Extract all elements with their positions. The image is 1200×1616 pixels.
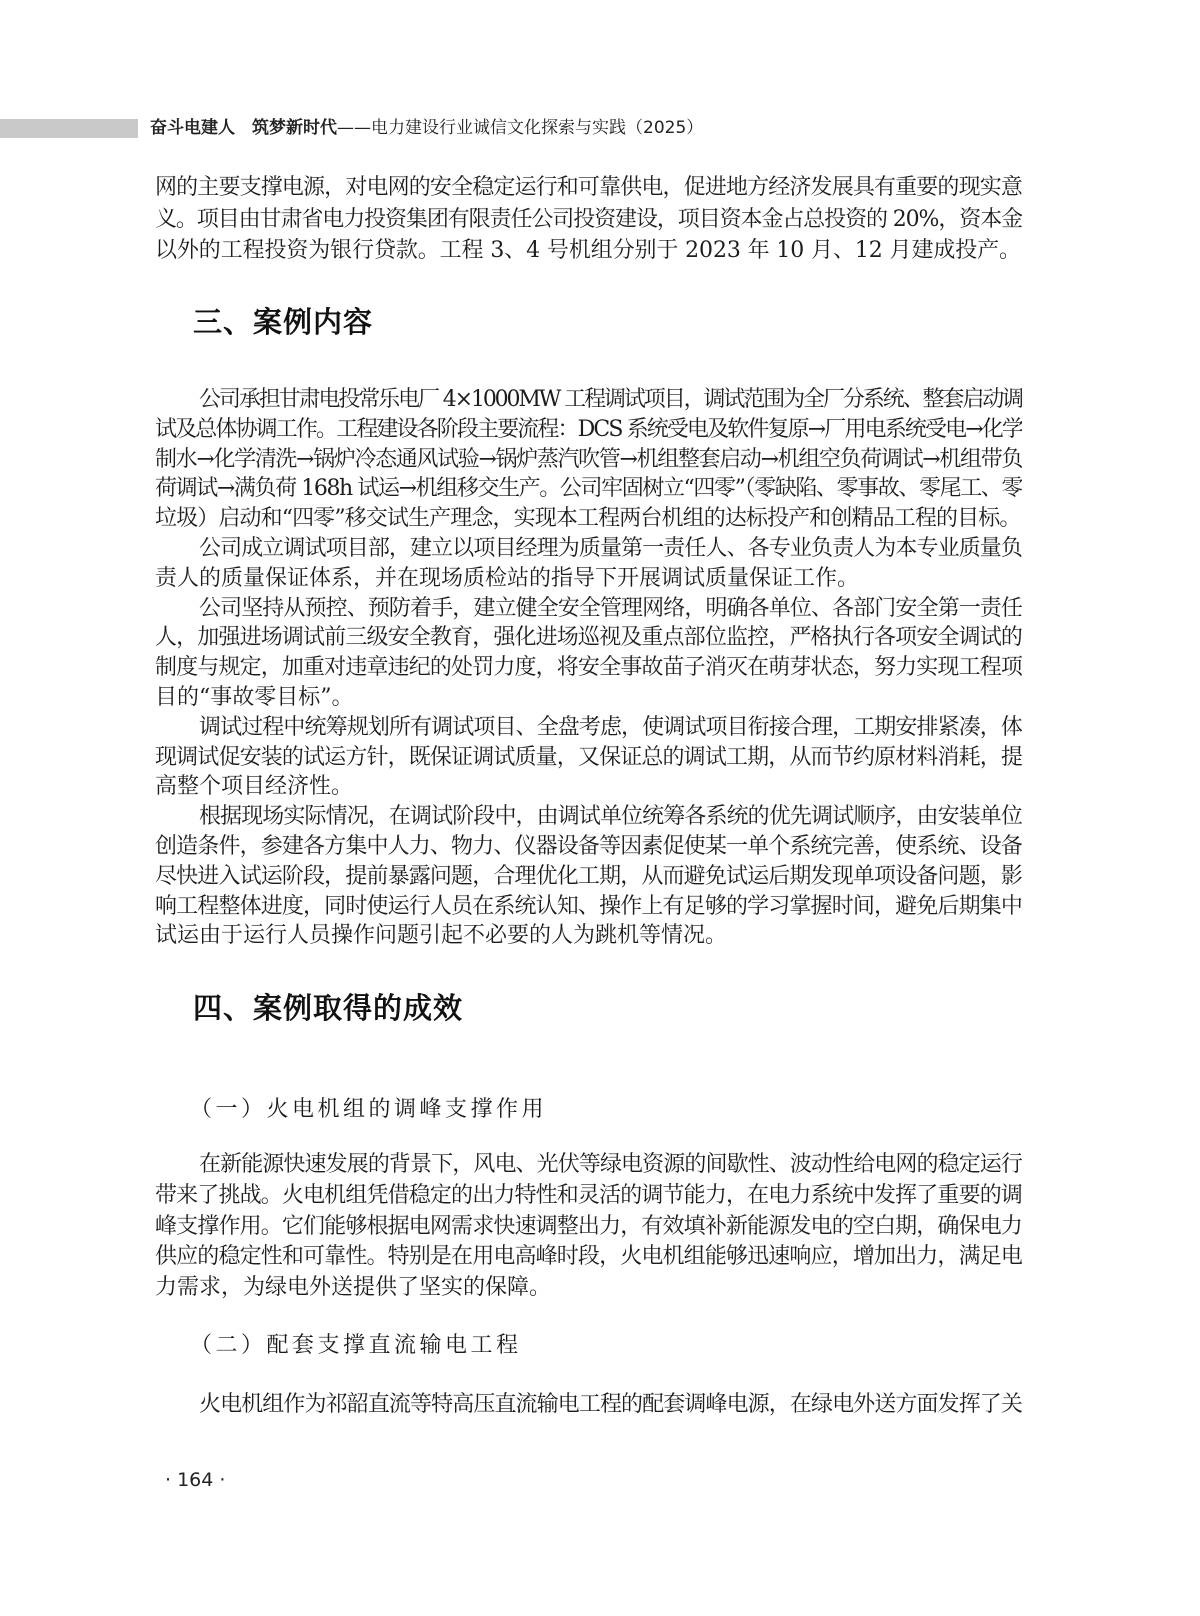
text-line: 试及总体协调工作。工程建设各阶段主要流程：DCS 系统受电及软件复原→厂用电系统受电→化学	[155, 416, 1022, 442]
paragraph	[155, 713, 1022, 802]
text-line: 高整个项目经济性。	[155, 774, 354, 800]
text-line: 带来了挑战。火电机组凭借稳定的出力特性和灵活的调节能力，在电力系统中发挥了重要的调	[155, 1182, 1022, 1208]
text-line: 公司坚持从预控、预防着手，建立健全安全管理网络，明确各单位、各部门安全第一责任	[199, 595, 1022, 621]
text-line: 网的主要支撑电源，对电网的安全稳定运行和可靠供电，促进地方经济发展具有重要的现实意	[155, 175, 1022, 200]
text-line: 现调试促安装的试运方针，既保证调试质量，又保证总的调试工期，从而节约原材料消耗，提	[155, 744, 1022, 770]
text-line: 峰支撑作用。它们能够根据电网需求快速调整出力，有效填补新能源发电的空白期，确保电力	[155, 1213, 1022, 1239]
paragraph	[155, 172, 1022, 267]
text-line: 尽快进入试运阶段，提前暴露问题，合理优化工期，从而避免试运后期发现单项设备问题，影	[155, 863, 1022, 889]
page-number: · 164 ·	[165, 1469, 226, 1491]
text-line: 在新能源快速发展的背景下，风电、光伏等绿电资源的间歇性、波动性给电网的稳定运行	[199, 1152, 1022, 1177]
paragraph	[155, 534, 1022, 594]
text-line: 公司成立调试项目部，建立以项目经理为质量第一责任人、各专业负责人为本专业质量负	[199, 535, 1022, 561]
running-header-series: 奋斗电建人 筑梦新时代	[150, 118, 337, 138]
subsection-heading: （一）火电机组的调峰支撑作用	[190, 1097, 548, 1122]
text-line: 火电机组作为祁韶直流等特高压直流输电工程的配套调峰电源，在绿电外送方面发挥了关	[199, 1392, 1022, 1417]
section-heading: 三、案例内容	[193, 305, 374, 339]
header-bar	[0, 119, 138, 138]
paragraph	[155, 1150, 1022, 1304]
subsection-heading: （二）配套支撑直流输电工程	[190, 1333, 522, 1358]
text-line: 荷调试→满负荷 168h 试运→机组移交生产。公司牢固树立“四零”（零缺陷、零事故、零尾工、零	[155, 476, 1022, 502]
section-body	[155, 385, 1022, 951]
paragraph	[155, 802, 1022, 951]
text-line: 创造条件，参建各方集中人力、物力、仪器设备等因素促使某一单个系统完善，使系统、设备	[155, 833, 1022, 859]
text-line: 响工程整体进度，同时使运行人员在系统认知、操作上有足够的学习掌握时间，避免后期集中	[155, 893, 1022, 919]
text-line: 制水→化学清洗→锅炉冷态通风试验→锅炉蒸汽吹管→机组整套启动→机组空负荷调试→机组带负	[155, 446, 1022, 472]
text-line: 垃圾）启动和“四零”移交试生产理念，实现本工程两台机组的达标投产和创精品工程的目标。	[155, 506, 1021, 532]
text-line: 目的“事故零目标”。	[155, 684, 354, 710]
text-line: 制度与规定，加重对违章违纪的处罚力度，将安全事故苗子消灭在萌芽状态，努力实现工程项	[155, 655, 1022, 681]
text-line: 义。项目由甘肃省电力投资集团有限责任公司投资建设，项目资本金占总投资的 20%，资本金	[155, 206, 1022, 232]
text-line: 供应的稳定性和可靠性。特别是在用电高峰时段，火电机组能够迅速响应，增加出力，满足电	[155, 1244, 1022, 1270]
text-line: 调试过程中统筹规划所有调试项目、全盘考虑，使调试项目衔接合理，工期安排紧凑，体	[199, 714, 1022, 740]
text-line: 以外的工程投资为银行贷款。工程 3、4 号机组分别于 2023 年 10 月、12 月建成投产。	[155, 238, 1021, 263]
text-line: 试运由于运行人员操作问题引起不必要的人为跳机等情况。	[155, 923, 728, 949]
running-header-book-title: ——电力建设行业诚信文化探索与实践（2025）	[337, 118, 704, 138]
text-line: 责人的质量保证体系，并在现场质检站的指导下开展调试质量保证工作。	[155, 565, 860, 591]
section-heading: 四、案例取得的成效	[193, 991, 464, 1025]
text-line: 公司承担甘肃电投常乐电厂 4×1000MW 工程调试项目，调试范围为全厂分系统、整套启动调	[199, 387, 1022, 412]
paragraph	[155, 594, 1022, 713]
text-line: 人，加强进场调试前三级安全教育，强化进场巡视及重点部位监控，严格执行各项安全调试的	[155, 625, 1022, 651]
text-line: 力需求，为绿电外送提供了坚实的保障。	[155, 1275, 552, 1300]
paragraph	[155, 1390, 1022, 1421]
text-line: 根据现场实际情况，在调试阶段中，由调试单位统筹各系统的优先调试顺序，由安装单位	[199, 804, 1022, 830]
paragraph	[155, 385, 1022, 534]
running-header	[150, 116, 703, 140]
